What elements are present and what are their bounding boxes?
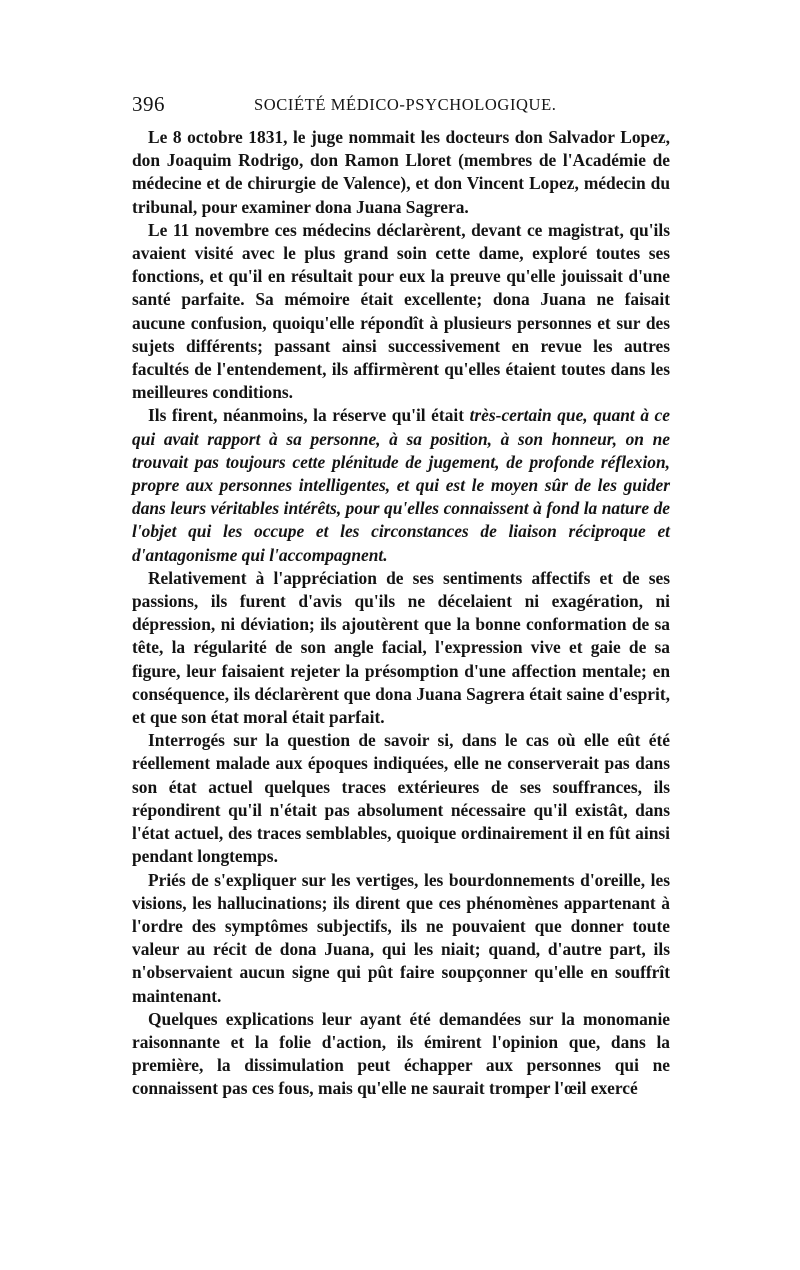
- body-text: [132, 126, 670, 1101]
- paragraph-5: Interrogés sur la question de savoir si, dans le cas où elle eût été réellement malade aux époques indiquées, elle ne conserverait pas dans son état actuel quelques traces extérieures de ses souffrances, ils répondirent qu'il n'était pas absolument nécessaire qu'il existât, dans l'état actuel, des traces semblables, quoique ordinairement il en fût ainsi pendant longtemps.: [132, 730, 670, 867]
- page-number: 396: [132, 92, 165, 116]
- paragraph-7: Quelques explications leur ayant été demandées sur la monomanie raisonnante et la folie d'action, ils émirent l'opinion que, dans la première, la dissimulation peut échapper aux personnes qui ne connaissent pas ces fous, mais qu'elle ne saurait tromper l'œil exercé: [132, 1008, 670, 1099]
- running-head: SOCIÉTÉ MÉDICO-PSYCHOLOGIQUE.: [254, 95, 557, 114]
- paragraph-3-lead: Ils firent, néanmoins, la réserve qu'il était: [148, 405, 470, 426]
- page-header: [132, 92, 670, 122]
- document-page: [132, 92, 670, 1101]
- paragraph-3: [132, 404, 670, 566]
- paragraph-3-italic: très-certain que, quant à ce qui avait rapport à sa personne, à sa position, à son honneur, on ne trouvait pas toujours cette plénitude de jugement, de profonde réflexion, propre aux personnes intelligentes, et qui est le moyen sûr de les guider dans leurs véritables intérêts, pour qu'elles connaissent à fond la nature de l'objet qui les occupe et les circonstances de liaison réciproque et d'antagonisme qui l'accompagnent.: [132, 405, 670, 565]
- paragraph-6: Priés de s'expliquer sur les vertiges, les bourdonnements d'oreille, les visions, les hallucinations; ils dirent que ces phénomènes appartenant à l'ordre des symptômes subjectifs, ils ne pouvaient que donner toute valeur au récit de dona Juana, qui les niait; quand, d'autre part, ils n'observaient aucun signe qui pût faire soupçonner qu'elle en souffrît maintenant.: [132, 869, 670, 1006]
- paragraph-4: Relativement à l'appréciation de ses sentiments affectifs et de ses passions, ils furent d'avis qu'ils ne décelaient ni exagération, ni dépression, ni déviation; ils ajoutèrent que la bonne conformation de sa tête, la régularité de son angle facial, l'expression vive et gaie de sa figure, leur faisaient rejeter la présomption d'une affection mentale; en conséquence, ils déclarèrent que dona Juana Sagrera était saine d'esprit, et que son état moral était parfait.: [132, 567, 670, 728]
- paragraph-2: Le 11 novembre ces médecins déclarèrent, devant ce magistrat, qu'ils avaient visité avec le plus grand soin cette dame, exploré toutes ses fonctions, et qu'il en résultait pour eux la preuve qu'elle jouissait d'une santé parfaite. Sa mémoire était excellente; dona Juana ne faisait aucune confusion, quoiqu'elle répondît à plusieurs personnes et sur des sujets différents; passant ainsi successivement en revue les autres facultés de l'entendement, ils affirmèrent qu'elles étaient toutes dans les meilleures conditions.: [132, 219, 670, 403]
- paragraph-1: Le 8 octobre 1831, le juge nommait les docteurs don Salvador Lopez, don Joaquim Rodrigo, don Ramon Lloret (membres de l'Académie de médecine et de chirurgie de Valence), et don Vincent Lopez, médecin du tribunal, pour examiner dona Juana Sagrera.: [132, 127, 670, 217]
